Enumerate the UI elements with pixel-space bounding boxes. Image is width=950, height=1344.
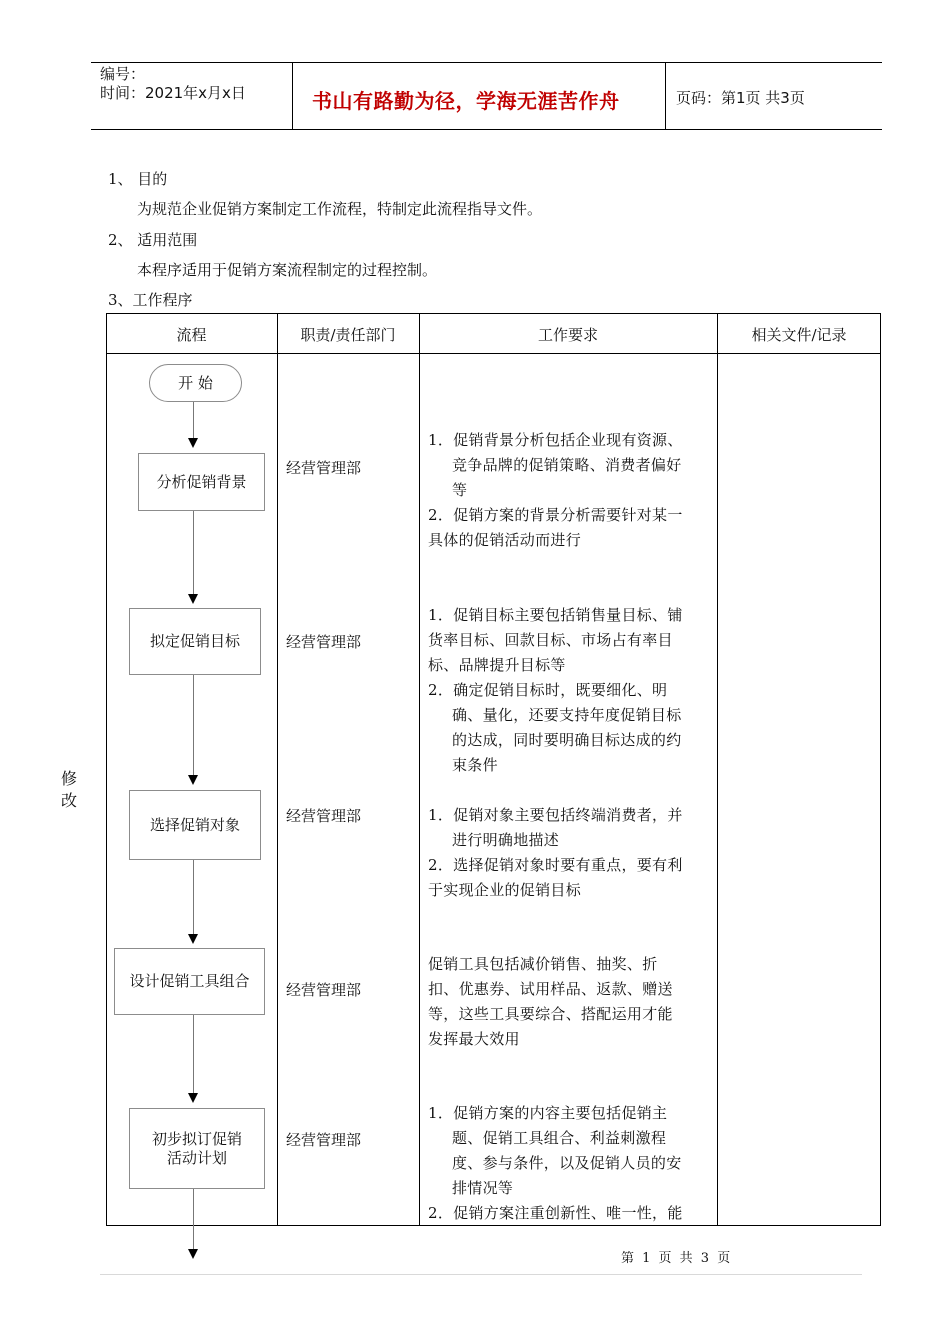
dept-step-4: 经营管理部 xyxy=(286,981,362,999)
header-divider-1 xyxy=(292,62,293,130)
flow-step-design-tools-label: 设计促销工具组合 xyxy=(129,972,250,990)
table-header-dept: 职责/责任部门 xyxy=(300,326,396,344)
flow-connector xyxy=(193,675,194,775)
req-line: 1．促销对象主要包括终端消费者，并 xyxy=(428,806,683,824)
flow-connector xyxy=(193,511,194,594)
req-line: 竞争品牌的促销策略、消费者偏好 xyxy=(452,456,682,474)
req-line: 1．促销背景分析包括企业现有资源、 xyxy=(428,431,683,449)
table-header-rule xyxy=(106,353,881,354)
footer-rule xyxy=(100,1274,862,1275)
side-revision-label: 修改 xyxy=(60,769,77,810)
flow-step-draft-plan xyxy=(129,1108,265,1189)
flow-connector xyxy=(193,1015,194,1093)
flow-step-design-tools xyxy=(114,948,265,1015)
section-2-title: 2、 适用范围 xyxy=(108,231,198,249)
flow-step-select-target: 选择促销对象 xyxy=(129,790,261,860)
dept-step-5: 经营管理部 xyxy=(286,1131,362,1149)
req-line: 题、促销工具组合、利益刺激程 xyxy=(452,1129,667,1147)
dept-step-2: 经营管理部 xyxy=(286,633,362,651)
flow-arrow-icon xyxy=(188,934,198,944)
header-time-label: 时间：2021年x月x日 xyxy=(100,84,246,102)
table-col-divider-2 xyxy=(419,313,420,1226)
flow-arrow-icon xyxy=(188,1249,198,1259)
flow-arrow-icon xyxy=(188,1093,198,1103)
flow-step-draft-plan-label: 初步拟订促销活动计划 xyxy=(151,1129,242,1167)
dept-step-3: 经营管理部 xyxy=(286,807,362,825)
flow-connector xyxy=(193,1189,194,1249)
section-3-title: 3、工作程序 xyxy=(108,291,193,309)
table-col-divider-1 xyxy=(277,313,278,1226)
req-line: 2．促销方案的背景分析需要针对某一 xyxy=(428,506,683,524)
req-line: 等，这些工具要综合、搭配运用才能 xyxy=(428,1005,673,1023)
requirements-step-4 xyxy=(428,952,712,1052)
req-line: 2．确定促销目标时，既要细化、明 xyxy=(428,681,668,699)
table-col-divider-3 xyxy=(717,313,718,1226)
req-line: 度、参与条件，以及促销人员的安 xyxy=(452,1154,682,1172)
req-line: 排情况等 xyxy=(452,1179,514,1197)
req-line: 的达成，同时要明确目标达成的约 xyxy=(452,731,682,749)
flow-arrow-icon xyxy=(188,594,198,604)
req-line: 等 xyxy=(452,481,468,499)
flow-step-analyze-background: 分析促销背景 xyxy=(138,453,265,511)
req-line: 货率目标、回款目标、市场占有率目 xyxy=(428,631,673,649)
req-line: 具体的促销活动而进行 xyxy=(428,531,582,549)
req-line: 确、量化，还要支持年度促销目标 xyxy=(452,706,682,724)
header-motto: 书山有路勤为径，学海无涯苦作舟 xyxy=(312,89,620,113)
req-line: 发挥最大效用 xyxy=(428,1030,520,1048)
header-top-rule xyxy=(91,62,882,63)
req-line: 标、品牌提升目标等 xyxy=(428,656,566,674)
section-1-title: 1、 目的 xyxy=(108,170,168,188)
req-line: 促销工具包括减价销售、抽奖、折 xyxy=(428,955,658,973)
table-header-requirements: 工作要求 xyxy=(537,326,598,344)
table-header-flow: 流程 xyxy=(176,326,207,344)
dept-step-1: 经营管理部 xyxy=(286,459,362,477)
requirements-step-2 xyxy=(428,603,712,778)
header-number-label: 编号： xyxy=(100,65,146,83)
requirements-step-1 xyxy=(428,428,712,553)
req-line: 扣、优惠券、试用样品、返款、赠送 xyxy=(428,980,673,998)
header-page-label: 页码：第1页 共3页 xyxy=(676,89,805,107)
req-line: 进行明确地描述 xyxy=(452,831,560,849)
flow-connector xyxy=(193,402,194,438)
requirements-step-3 xyxy=(428,803,712,903)
req-line: 于实现企业的促销目标 xyxy=(428,881,582,899)
flow-step-set-goals: 拟定促销目标 xyxy=(129,608,261,675)
req-line: 2．选择促销对象时要有重点，要有利 xyxy=(428,856,683,874)
req-line: 1．促销目标主要包括销售量目标、铺 xyxy=(428,606,683,624)
header-bottom-rule xyxy=(91,129,882,130)
flow-arrow-icon xyxy=(188,438,198,448)
req-line: 束条件 xyxy=(452,756,498,774)
flow-arrow-icon xyxy=(188,775,198,785)
page-footer: 第 1 页 共 3 页 xyxy=(621,1251,733,1266)
req-line: 1．促销方案的内容主要包括促销主 xyxy=(428,1104,668,1122)
flow-start-node: 开 始 xyxy=(149,364,242,402)
req-line: 2．促销方案注重创新性、唯一性，能 xyxy=(428,1204,683,1222)
section-2-text: 本程序适用于促销方案流程制定的过程控制。 xyxy=(137,261,438,279)
flow-connector xyxy=(193,860,194,934)
header-divider-2 xyxy=(665,62,666,130)
table-header-records: 相关文件/记录 xyxy=(751,326,847,344)
section-1-text: 为规范企业促销方案制定工作流程，特制定此流程指导文件。 xyxy=(137,200,543,218)
requirements-step-5 xyxy=(428,1101,712,1226)
